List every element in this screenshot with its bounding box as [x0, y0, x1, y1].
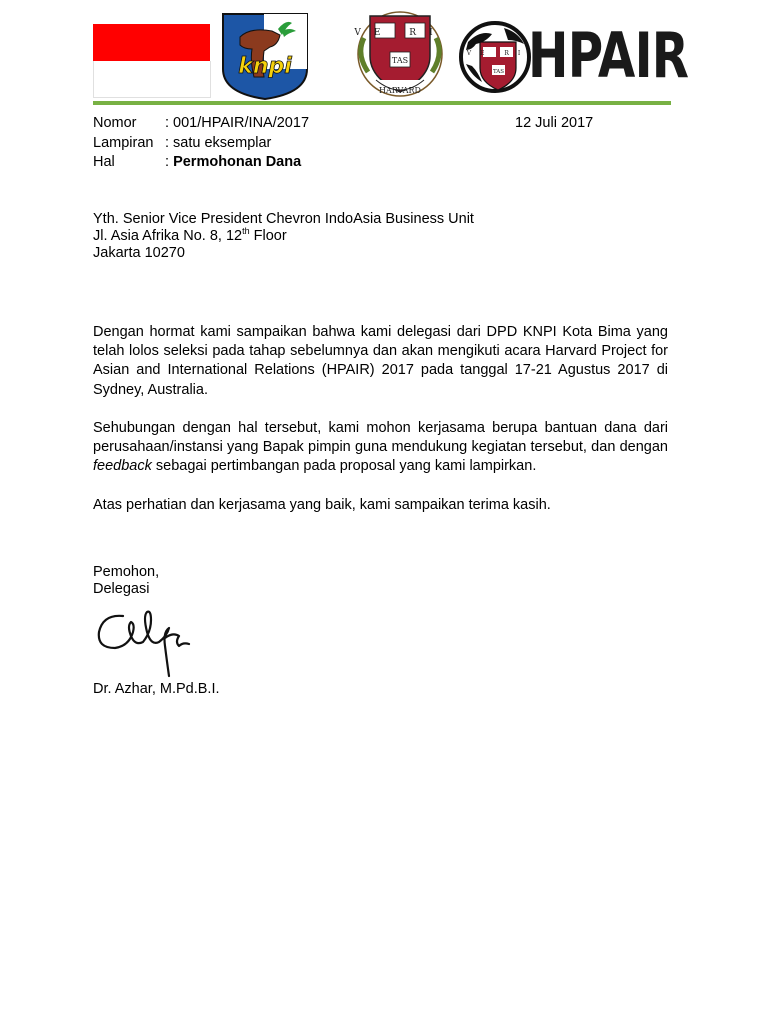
- body-paragraph-2-end: sebagai pertimbangan pada proposal yang kami lampirkan.: [151, 458, 537, 475]
- flag-red-band: [93, 24, 210, 61]
- harvard-ring-text: HARVARD: [379, 86, 421, 95]
- harvard-veri-text: VE RI: [354, 28, 446, 38]
- nomor-label: Nomor: [93, 115, 137, 131]
- harvard-shield-logo: [346, 10, 454, 98]
- body-paragraph-2-start: Sehubungan dengan hal tersebut, kami mohon kerjasama berupa bantuan dana dari perusahaan/instansi yang Bapak pimpin guna mendukung kegiatan tersebut, dan dengan: [93, 420, 668, 456]
- body-paragraph-1: Dengan hormat kami sampaikan bahwa kami delegasi dari DPD KNPI Kota Bima yang telah lolos seleksi pada tahap sebelumnya dan akan mengikuti acara Harvard Project for Asian and International Relations (HPAIR) 2017 pada tanggal 17-21 Agustus 2017 di Sydney, Australia.: [93, 324, 668, 398]
- recipient-floor-suffix: th: [242, 226, 250, 237]
- body-paragraph-3: Atas perhatian dan kerjasama yang baik, kami sampaikan terima kasih.: [93, 497, 551, 513]
- knpi-logo-text: knpi: [238, 54, 292, 79]
- recipient-floor: Floor: [249, 228, 287, 244]
- recipient-address: Jl. Asia Afrika No. 8, 12: [93, 228, 243, 244]
- flag-white-band: [93, 61, 211, 98]
- signer-name: Dr. Azhar, M.Pd.B.I.: [93, 681, 220, 697]
- hal-value: Permohonan Dana: [173, 154, 302, 170]
- recipient-line-1: Yth. Senior Vice President Chevron IndoAsia Business Unit: [93, 211, 474, 227]
- body-paragraph-2: [93, 419, 668, 477]
- hpair-wordmark: HPAIR: [528, 19, 689, 92]
- hal-colon: :: [165, 154, 174, 170]
- hpair-tas-text: TAS: [492, 69, 505, 75]
- hal-label: Hal: [93, 154, 115, 170]
- letter-date: 12 Juli 2017: [515, 115, 594, 131]
- hal-line: [165, 153, 301, 172]
- closing-delegasi: Delegasi: [93, 581, 150, 597]
- recipient-line-3: Jakarta 10270: [93, 245, 185, 261]
- harvard-tas-text: TAS: [391, 56, 409, 65]
- knpi-logo: [220, 11, 310, 101]
- nomor-value: : 001/HPAIR/INA/2017: [165, 115, 310, 131]
- header-divider: [93, 101, 671, 105]
- handwritten-signature: [93, 602, 203, 678]
- body-paragraph-2-emphasis: feedback: [93, 458, 152, 475]
- closing-pemohon: Pemohon,: [93, 564, 160, 580]
- hpair-globe-logo: [458, 20, 532, 94]
- lampiran-value: : satu eksemplar: [165, 135, 272, 151]
- indonesia-flag: [93, 24, 210, 98]
- hpair-veri-text: VE RI: [466, 50, 530, 57]
- recipient-line-2: [93, 228, 287, 245]
- lampiran-label: Lampiran: [93, 135, 154, 151]
